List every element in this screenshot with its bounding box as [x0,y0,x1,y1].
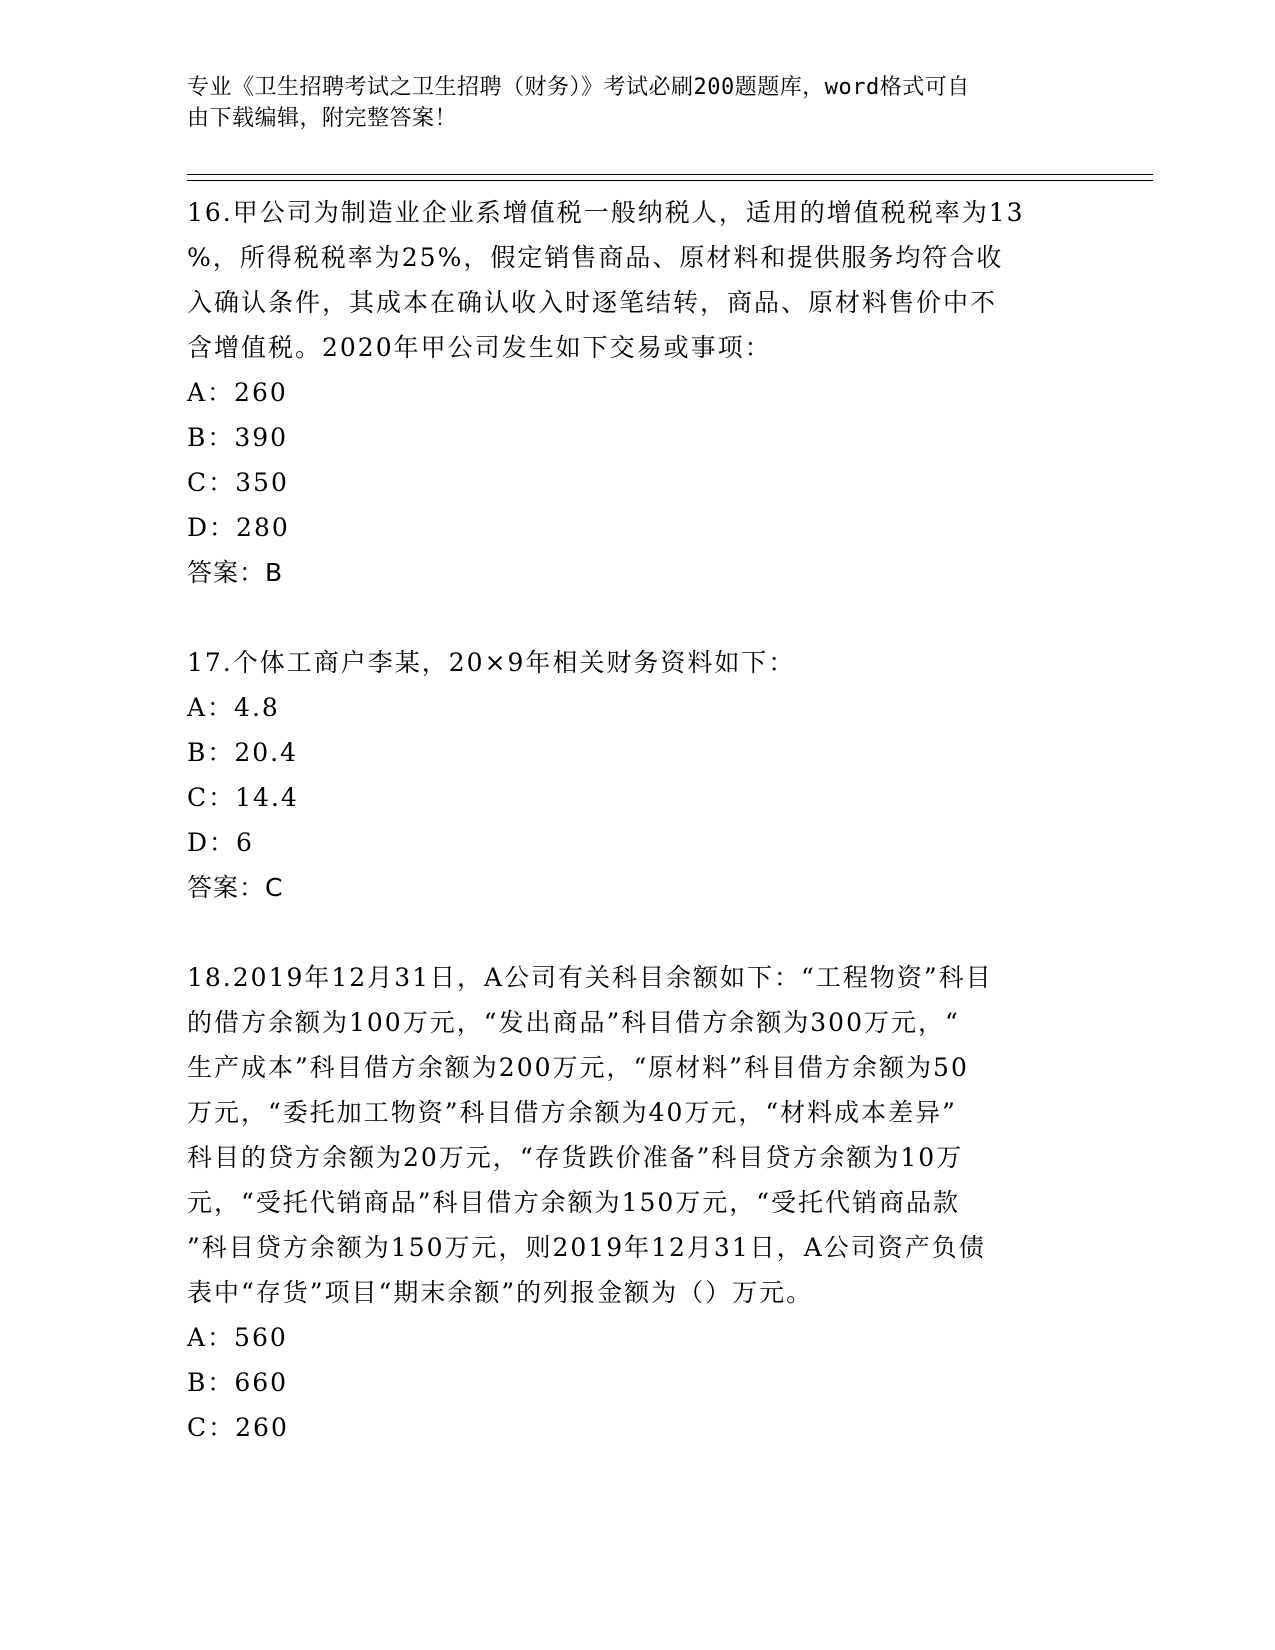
answer: 答案：C [187,873,284,902]
question-spacer [187,910,1087,955]
question-line: 元，“受托代销商品”科目借方余额为150万元，“受托代销商品款 [187,1188,961,1217]
document-header [187,72,1067,134]
option-b: B：20.4 [187,738,299,767]
question-16 [187,190,1087,595]
header-divider-bottom [187,180,1153,181]
option-a: A：560 [187,1323,288,1352]
answer: 答案：B [187,558,284,587]
question-line: 万元，“委托加工物资”科目借方余额为40万元，“材料成本差异” [187,1098,957,1127]
question-line: 表中“存货”项目“期末余额”的列报金额为（）万元。 [187,1278,814,1307]
option-d: D：280 [187,513,290,542]
question-text [187,190,1087,370]
question-line: 科目的贷方余额为20万元，“存货跌价准备”科目贷方余额为10万 [187,1143,964,1172]
question-text [187,640,1087,685]
option-a: A：260 [187,378,288,407]
option-b: B：660 [187,1368,289,1397]
question-spacer [187,595,1087,640]
question-line: 的借方余额为100万元，“发出商品”科目借方余额为300万元，“ [187,1008,960,1037]
option-c: C：350 [187,468,289,497]
header-divider-top [187,174,1153,175]
question-line: 生产成本”科目借方余额为200万元，“原材料”科目借方余额为50 [187,1053,969,1082]
option-d: D：6 [187,828,254,857]
header-line-1: 专业《卫生招聘考试之卫生招聘（财务）》考试必刷200题题库，word格式可自 [187,75,970,100]
question-17 [187,640,1087,910]
option-a: A：4.8 [187,693,280,722]
question-line: ”科目贷方余额为150万元，则2019年12月31日，A公司资产负债 [187,1233,986,1262]
question-line: 17.个体工商户李某，20×9年相关财务资料如下： [187,648,796,677]
option-c: C：260 [187,1413,289,1442]
question-line: 16.甲公司为制造业企业系增值税一般纳税人，适用的增值税税率为13 [187,198,1025,227]
question-list [187,190,1087,1450]
question-line: 含增值税。2020年甲公司发生如下交易或事项： [187,333,772,362]
question-line: 入确认条件，其成本在确认收入时逐笔结转，商品、原材料售价中不 [187,288,998,317]
option-c: C：14.4 [187,783,299,812]
question-line: %，所得税税率为25%，假定销售商品、原材料和提供服务均符合收 [187,243,1004,272]
question-text [187,955,1087,1315]
question-line: 18.2019年12月31日，A公司有关科目余额如下：“工程物资”科目 [187,963,993,992]
header-line-2: 由下载编辑，附完整答案！ [187,106,458,131]
option-b: B：390 [187,423,289,452]
question-18 [187,955,1087,1450]
